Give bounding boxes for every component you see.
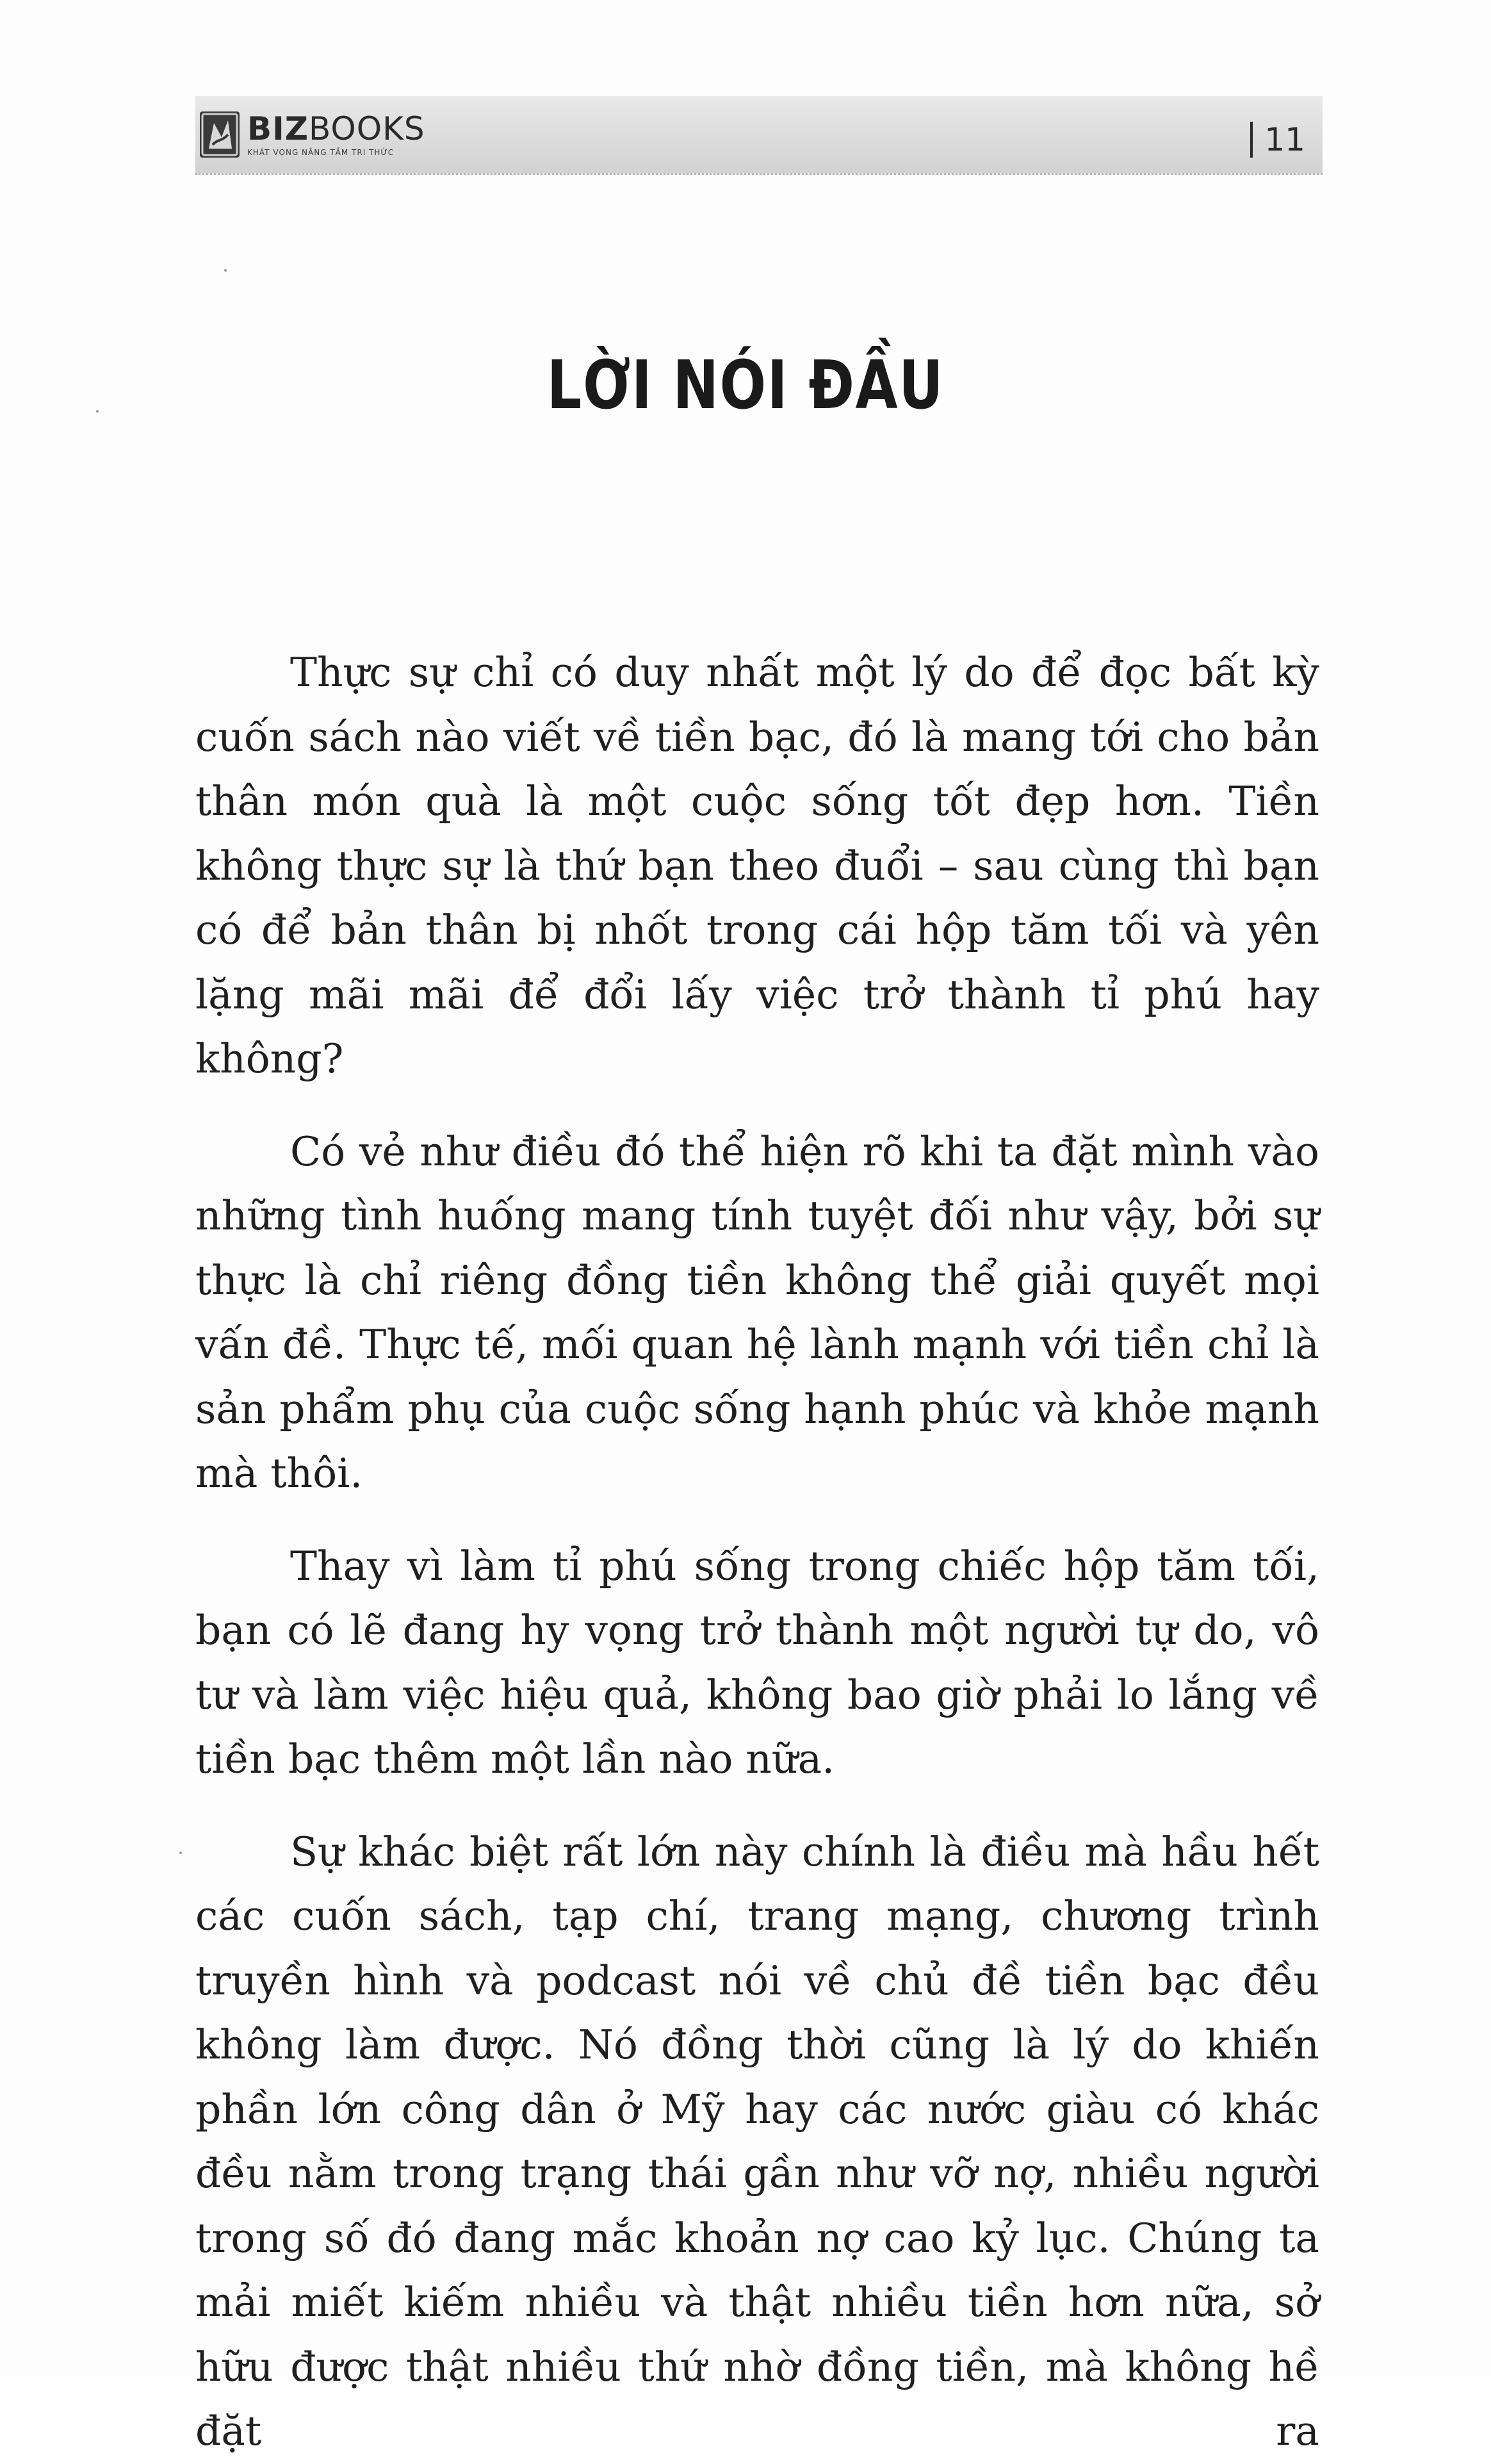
paragraph-4: Sự khác biệt rất lớn này chính là điều mà hầu hết các cuốn sách, tạp chí, trang mạng, chương trình truyền hình và podcast nói về chủ đề tiền bạc đều không làm được. Nó đồng thời cũng là lý do khiến phần lớn công dân ở Mỹ hay các nước giàu có khác đều nằm trong trạng thái gần như vỡ nợ, nhiều người trong số đó đang mắc khoản nợ cao kỷ lục. Chúng ta mải miết kiếm nhiều và thật nhiều tiền hơn nữa, sở hữu được thật nhiều thứ nhờ đồng tiền, mà không hề đặt ra (195, 1828, 1319, 2454)
publisher-name-bold: BIZ (247, 110, 309, 147)
publisher-name-light: BOOKS (308, 110, 425, 147)
publisher-tagline: KHÁT VỌNG NÂNG TẦM TRI THỨC (247, 148, 395, 157)
publisher-logo (200, 106, 425, 163)
paragraph-1: Thực sự chỉ có duy nhất một lý do để đọc bất kỳ cuốn sách nào viết về tiền bạc, đó là mang tới cho bản thân món quà là một cuộc sống tốt đẹp hơn. Tiền không thực sự là thứ bạn theo đuổi – sau cùng thì bạn có để bản thân bị nhốt trong cái hộp tăm tối và yên lặng mãi mãi để đổi lấy việc trở thành tỉ phú hay không? (195, 649, 1319, 1082)
scan-speck (224, 269, 227, 272)
paragraph-2: Có vẻ như điều đó thể hiện rõ khi ta đặt mình vào những tình huống mang tính tuyệt đối như vậy, bởi sự thực là chỉ riêng đồng tiền không thể giải quyết mọi vấn đề. Thực tế, mối quan hệ lành mạnh với tiền chỉ là sản phẩm phụ của cuộc sống hạnh phúc và khỏe mạnh mà thôi. (195, 1128, 1319, 1497)
publisher-name (247, 112, 425, 145)
page-number-divider (1250, 122, 1253, 158)
bizbooks-emblem-icon (200, 111, 240, 158)
page-number-block (1250, 120, 1305, 159)
scan-speck (179, 1852, 182, 1854)
body-text (195, 641, 1319, 2464)
chapter-title: LỜI NÓI ĐẦU (546, 346, 945, 424)
scan-speck (96, 410, 99, 413)
page-number: 11 (1264, 121, 1305, 158)
paragraph-3: Thay vì làm tỉ phú sống trong chiếc hộp tăm tối, bạn có lẽ đang hy vọng trở thành một người tự do, vô tư và làm việc hiệu quả, không bao giờ phải lo lắng về tiền bạc thêm một lần nào nữa. (195, 1542, 1319, 1782)
